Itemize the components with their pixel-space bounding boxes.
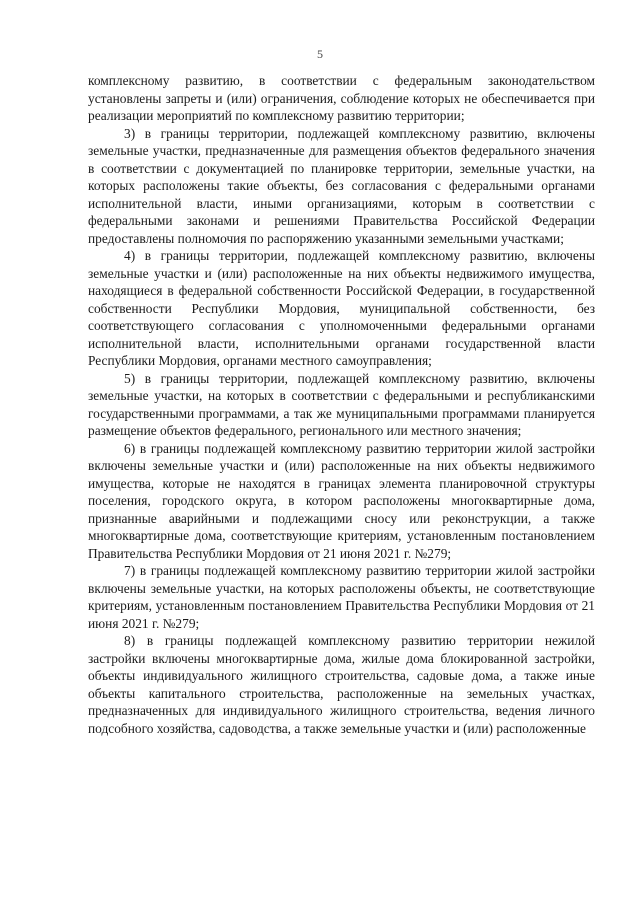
document-body xyxy=(88,72,595,737)
paragraph-item-6: 6) в границы подлежащей комплексному развитию территории жилой застройки включены земельные участки и (или) расположенные на них объекты недвижимого имущества, которые не находятся в границах элемента планировочной структуры поселения, городского округа, в котором расположены многоквартирные дома, признанные аварийными и подлежащими сносу или реконструкции, а также многоквартирные дома, соответствующие критериям, установленным постановлением Правительства Республики Мордовия от 21 июня 2021 г. №279; xyxy=(88,440,595,561)
page-number: 5 xyxy=(317,47,323,61)
paragraph-item-3: 3) в границы территории, подлежащей комплексному развитию, включены земельные участки, предназначенные для размещения объектов федерального значения в соответствии с документацией по планировке территории, земельные участки, на которых расположены такие объекты, без согласования с федеральными органами исполнительной власти, иными организациями, которым в соответствии с федеральными законами и решениями Правительства Российской Федерации предоставлены полномочия по распоряжению указанными земельными участками; xyxy=(88,125,595,246)
paragraph-item-5: 5) в границы территории, подлежащей комплексному развитию, включены земельные участки, на которых в соответствии с федеральными и республиканскими государственными программами, а так же муниципальными программами планируется размещение объектов федерального, регионального или местного значения; xyxy=(88,370,595,438)
paragraph-item-4: 4) в границы территории, подлежащей комплексному развитию, включены земельные участки и (или) расположенные на них объекты недвижимого имущества, находящиеся в федеральной собственности Российской Федерации, в государственной собственности Республики Мордовия, муниципальной собственности, без соответствующего согласования с уполномоченными федеральными органами исполнительной власти, исполнительными органами государственной власти Республики Мордовия, органами местного самоуправления; xyxy=(88,248,595,368)
paragraph-item-7: 7) в границы подлежащей комплексному развитию территории жилой застройки включены земельные участки, на которых расположены объекты, не соответствующие критериям, установленным постановлением Правительства Республики Мордовия от 21 июня 2021 г. №279; xyxy=(88,563,595,631)
paragraph-continuation: комплексному развитию, в соответствии с федеральным законодательством установлены запреты и (или) ограничения, соблюдение которых не обеспечивается при реализации мероприятий по комплексному развитию территории; xyxy=(88,73,595,123)
paragraph-item-8: 8) в границы подлежащей комплексному развитию территории нежилой застройки включены многоквартирные дома, жилые дома блокированной застройки, объекты индивидуального жилищного строительства, садовые дома, а также иные объекты капитального строительства, расположенные на земельных участках, предназначенных для индивидуального жилищного строительства, ведения личного подсобного хозяйства, садоводства, а также земельные участки и (или) расположенные xyxy=(88,633,595,736)
